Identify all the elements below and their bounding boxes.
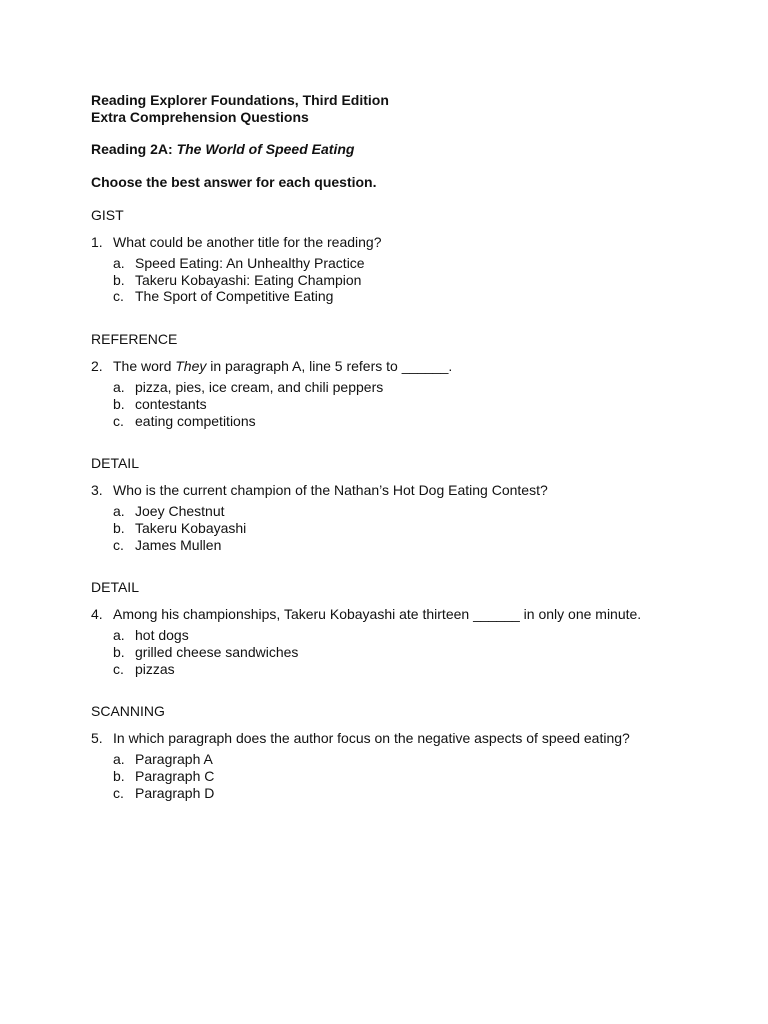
option-letter: b. [113, 271, 125, 288]
option-text: eating competitions [135, 412, 256, 429]
question-3 [91, 482, 711, 499]
option-letter: b. [113, 644, 125, 661]
question-text: What could be another title for the reading? [113, 234, 382, 250]
answer-options [91, 627, 711, 677]
answer-option [91, 520, 711, 537]
option-text: Paragraph A [135, 751, 213, 768]
question-number: 3. [91, 482, 103, 499]
answer-option [91, 661, 711, 678]
option-letter: c. [113, 288, 124, 305]
question-text: Among his championships, Takeru Kobayashi ate thirteen ______ in only one minute. [113, 606, 642, 623]
question-number: 5. [91, 730, 103, 747]
document-subtitle: Extra Comprehension Questions [91, 109, 309, 125]
answer-option [91, 768, 711, 785]
question-number: 1. [91, 234, 103, 250]
answer-options [91, 751, 711, 801]
question-section-gist [91, 207, 711, 305]
question-text [113, 358, 452, 375]
option-text: James Mullen [135, 536, 222, 553]
question-text-after: in paragraph A, line 5 refers to ______. [206, 358, 453, 375]
option-letter: c. [113, 784, 124, 801]
question-section-detail-2 [91, 579, 711, 677]
option-letter: a. [113, 379, 125, 396]
answer-option [91, 751, 711, 768]
question-2 [91, 358, 711, 375]
answer-options [91, 379, 711, 429]
option-letter: b. [113, 768, 125, 785]
book-title: Reading Explorer Foundations, Third Edition [91, 92, 389, 108]
answer-option [91, 288, 711, 305]
question-text-italic: They [175, 358, 207, 375]
question-5 [91, 730, 711, 747]
option-text: contestants [135, 395, 207, 412]
answer-option [91, 785, 711, 802]
question-number: 2. [91, 358, 103, 375]
option-text: The Sport of Competitive Eating [135, 288, 334, 305]
question-text: Who is the current champion of the Nathan’s Hot Dog Eating Contest? [113, 482, 548, 499]
section-label: DETAIL [91, 455, 139, 472]
option-letter: c. [113, 660, 124, 677]
option-text: Takeru Kobayashi [135, 519, 247, 536]
option-text: grilled cheese sandwiches [135, 644, 299, 661]
answer-options [91, 503, 711, 553]
option-text: Speed Eating: An Unhealthy Practice [135, 255, 365, 271]
question-section-reference [91, 331, 711, 429]
option-text: Paragraph C [135, 768, 215, 785]
answer-option [91, 503, 711, 520]
option-letter: a. [113, 255, 125, 271]
option-letter: b. [113, 519, 125, 536]
option-text: Paragraph D [135, 784, 215, 801]
section-label: REFERENCE [91, 331, 178, 348]
answer-option [91, 272, 711, 289]
question-section-scanning [91, 703, 711, 801]
answer-option [91, 627, 711, 644]
option-letter: a. [113, 751, 125, 768]
option-text: pizza, pies, ice cream, and chili peppers [135, 379, 384, 396]
question-text: In which paragraph does the author focus on the negative aspects of speed eating? [113, 730, 630, 747]
question-text-before: The word [113, 358, 176, 375]
option-letter: c. [113, 536, 124, 553]
option-letter: b. [113, 395, 125, 412]
answer-option [91, 379, 711, 396]
answer-option [91, 537, 711, 554]
document-header [91, 92, 711, 126]
reading-title: The World of Speed Eating [176, 141, 355, 157]
question-4 [91, 606, 711, 623]
question-1 [91, 234, 711, 251]
answer-option [91, 413, 711, 430]
instructions: Choose the best answer for each question. [91, 174, 377, 190]
reading-heading [91, 141, 711, 158]
option-letter: a. [113, 503, 125, 520]
answer-option [91, 396, 711, 413]
document-page [91, 92, 711, 802]
option-text: pizzas [135, 660, 175, 677]
option-text: hot dogs [135, 627, 189, 644]
answer-options [91, 255, 711, 305]
option-letter: a. [113, 627, 125, 644]
answer-option [91, 644, 711, 661]
question-section-detail-1 [91, 455, 711, 553]
answer-option [91, 255, 711, 272]
option-letter: c. [113, 412, 124, 429]
section-label: SCANNING [91, 703, 165, 720]
section-label: GIST [91, 207, 124, 223]
option-text: Takeru Kobayashi: Eating Champion [135, 271, 362, 288]
option-text: Joey Chestnut [135, 503, 225, 520]
question-number: 4. [91, 606, 103, 623]
section-label: DETAIL [91, 579, 139, 596]
reading-label: Reading 2A: [91, 141, 173, 157]
